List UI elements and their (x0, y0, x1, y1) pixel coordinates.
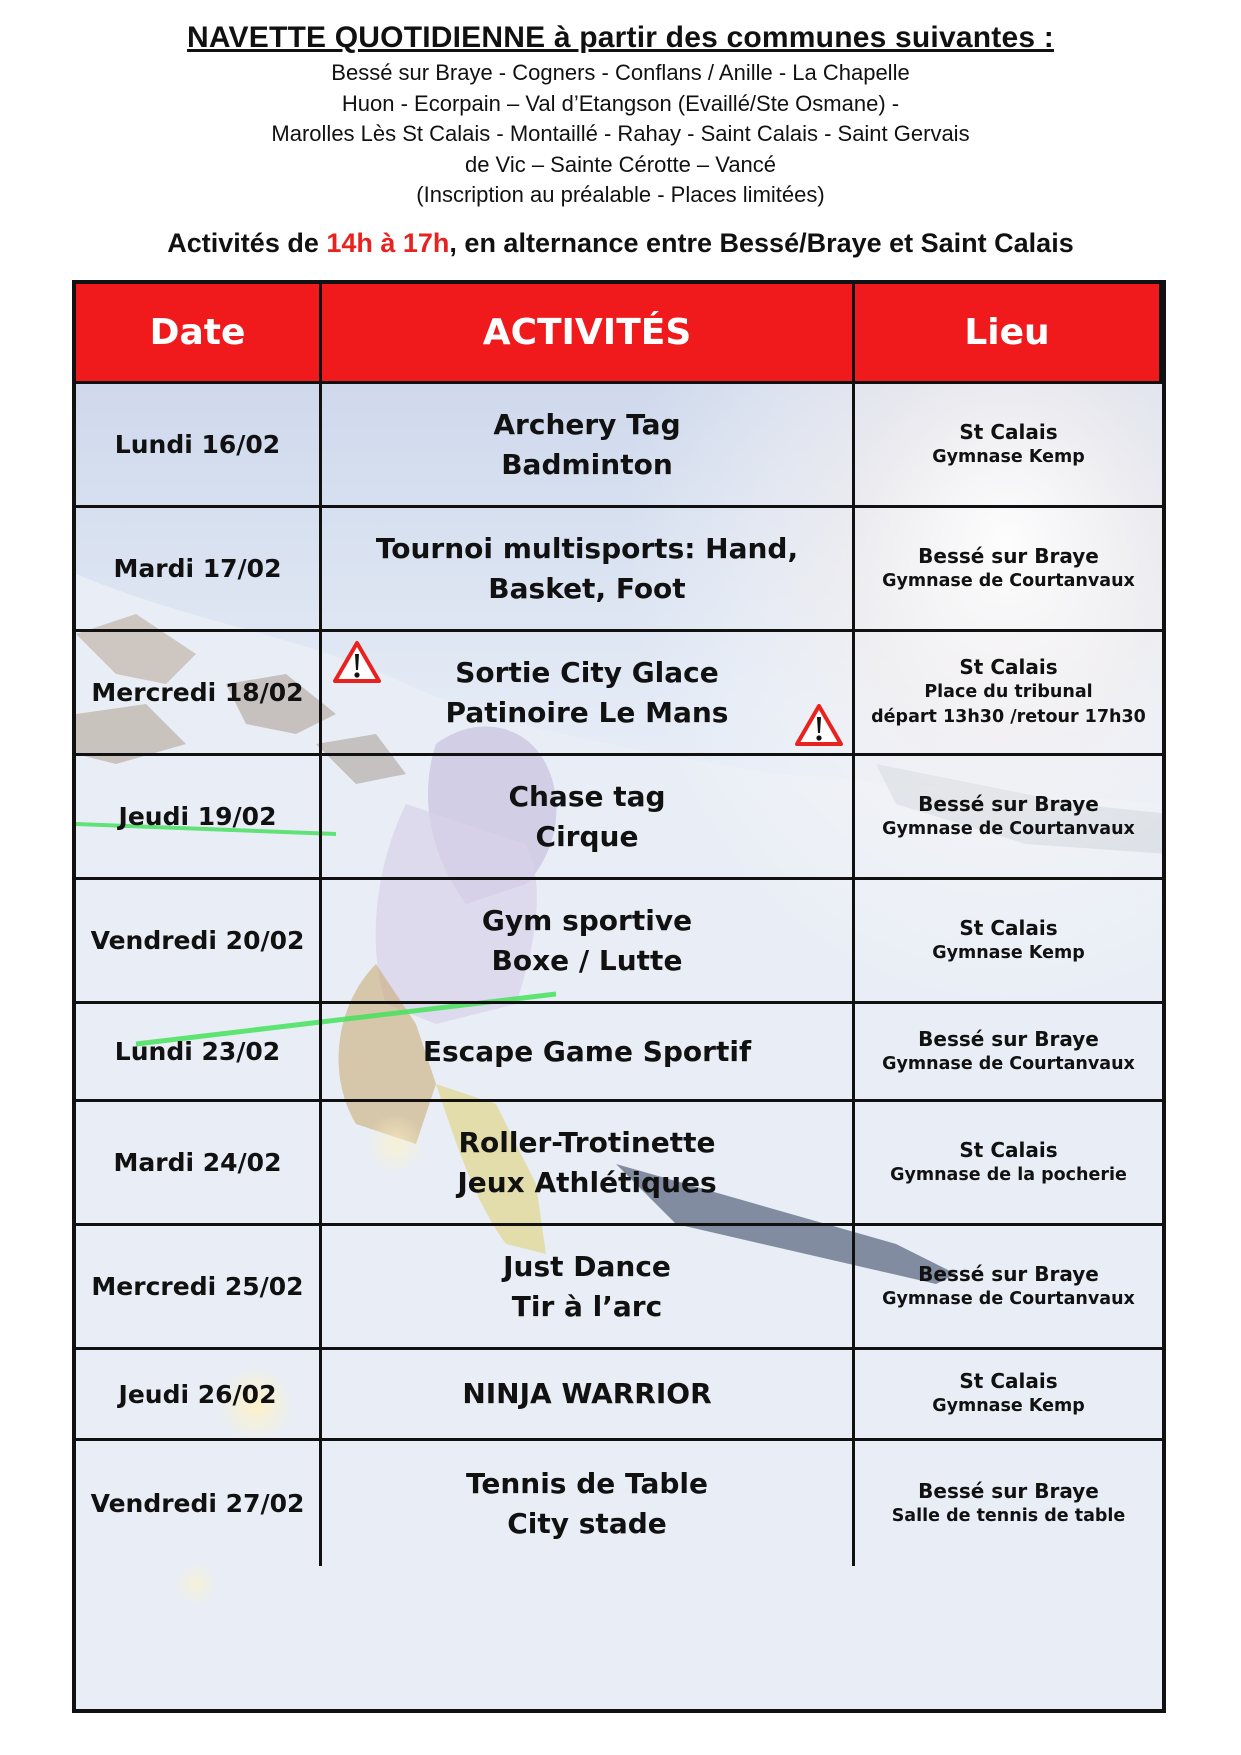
date-cell (76, 1102, 322, 1226)
date-cell (76, 880, 322, 1004)
schedule-table (72, 280, 1166, 1713)
place-cell (855, 756, 1162, 880)
place-detail: Gymnase Kemp (932, 446, 1085, 467)
date-cell (76, 1441, 322, 1566)
activity-text: City stade (507, 1506, 667, 1540)
column-header-place: Lieu (855, 284, 1162, 384)
column-header-date: Date (76, 284, 322, 384)
place-detail: Gymnase de Courtanvaux (882, 570, 1135, 591)
activities-cell (322, 1004, 855, 1102)
date-cell (76, 756, 322, 880)
place-town: Bessé sur Braye (918, 791, 1099, 816)
communes-line: Huon - Ecorpain – Val d’Etangson (Evaillé/Ste Osmane) - (341, 90, 900, 116)
page-title: NAVETTE QUOTIDIENNE à partir des communes suivantes : (187, 21, 1054, 54)
activities-cell (322, 1441, 855, 1566)
communes-line: Bessé sur Braye - Cogners - Conflans / Anille - La Chapelle (331, 60, 910, 85)
date-text: Mercredi 18/02 (91, 678, 304, 707)
registration-note: (Inscription au préalable - Places limitées) (416, 182, 825, 207)
activities-cell (322, 632, 855, 756)
activities-prefix: Activités de (167, 228, 327, 258)
date-text: Jeudi 26/02 (118, 1379, 277, 1409)
date-text: Mercredi 25/02 (91, 1272, 304, 1301)
place-town: St Calais (959, 655, 1058, 679)
activity-text: Basket, Foot (488, 571, 686, 605)
activities-hours-line (0, 228, 1241, 259)
date-cell (76, 384, 322, 508)
activities-cell (322, 1350, 855, 1441)
date-text: Mardi 24/02 (113, 1148, 282, 1177)
place-town: St Calais (959, 1369, 1058, 1393)
page-header (0, 18, 1241, 211)
place-town: Bessé sur Braye (918, 1026, 1099, 1051)
schedule-grid (76, 284, 1162, 1709)
activity-text: Jeux Athlétiques (457, 1165, 717, 1199)
place-town: Bessé sur Braye (918, 543, 1099, 568)
place-detail: Gymnase de Courtanvaux (882, 1053, 1135, 1074)
place-cell (855, 1350, 1162, 1441)
activity-text: Boxe / Lutte (491, 943, 683, 977)
activity-text: Archery Tag (493, 407, 681, 441)
activities-hours: 14h à 17h (326, 228, 450, 258)
activity-text: NINJA WARRIOR (462, 1377, 712, 1410)
place-cell (855, 1441, 1162, 1566)
activities-cell (322, 880, 855, 1004)
warning-triangle-icon (794, 703, 844, 747)
activity-text: Gym sportive (481, 903, 693, 937)
place-cell (855, 880, 1162, 1004)
activity-text: Escape Game Sportif (422, 1034, 752, 1068)
activity-text: Just Dance (503, 1249, 671, 1283)
activities-cell (322, 1102, 855, 1226)
place-detail: Gymnase Kemp (932, 1396, 1085, 1416)
place-detail: Gymnase de Courtanvaux (882, 818, 1135, 839)
column-header-activities: ACTIVITÉS (322, 284, 855, 384)
place-town: Bessé sur Braye (918, 1478, 1099, 1503)
activity-text: Chase tag (508, 779, 666, 813)
activity-text: Tennis de Table (465, 1466, 709, 1500)
place-cell (855, 1004, 1162, 1102)
activities-cell (322, 384, 855, 508)
date-text: Mardi 17/02 (113, 554, 282, 583)
communes-line: Marolles Lès St Calais - Montaillé - Rahay - Saint Calais - Saint Gervais (271, 121, 970, 146)
place-detail: Place du tribunal (924, 682, 1093, 702)
place-detail: Gymnase de Courtanvaux (882, 1288, 1135, 1309)
date-text: Lundi 16/02 (114, 430, 281, 459)
place-town: Bessé sur Braye (918, 1261, 1099, 1286)
date-cell (76, 1350, 322, 1441)
date-cell (76, 1004, 322, 1102)
activity-text: Sortie City Glace (455, 655, 719, 689)
warning-triangle-icon (332, 640, 382, 684)
activity-text: Roller-Trotinette (458, 1125, 716, 1159)
activity-text: Cirque (535, 819, 639, 853)
date-text: Jeudi 19/02 (118, 802, 277, 831)
place-cell (855, 508, 1162, 632)
place-town: St Calais (959, 1137, 1058, 1162)
place-detail: Salle de tennis de table (891, 1505, 1126, 1526)
activities-cell (322, 756, 855, 880)
place-cell (855, 632, 1162, 756)
communes-line: de Vic – Sainte Cérotte – Vancé (464, 151, 777, 177)
place-detail: départ 13h30 /retour 17h30 (871, 707, 1146, 727)
place-cell (855, 384, 1162, 508)
place-detail: Gymnase de la pocherie (890, 1164, 1127, 1185)
activity-text: Badminton (501, 447, 673, 481)
activity-text: Tir à l’arc (511, 1289, 663, 1323)
date-text: Lundi 23/02 (114, 1037, 281, 1066)
date-cell (76, 1226, 322, 1350)
place-cell (855, 1226, 1162, 1350)
place-detail: Gymnase Kemp (932, 942, 1085, 963)
activity-text: Patinoire Le Mans (445, 695, 729, 729)
date-text: Vendredi 20/02 (90, 926, 305, 955)
place-town: St Calais (959, 915, 1058, 940)
activity-text: Tournoi multisports: Hand, (375, 531, 799, 565)
date-text: Vendredi 27/02 (90, 1489, 305, 1518)
activities-suffix: , en alternance entre Bessé/Braye et Saint Calais (449, 228, 1074, 258)
date-cell (76, 508, 322, 632)
activities-cell (322, 508, 855, 632)
place-town: St Calais (959, 419, 1058, 444)
date-cell (76, 632, 322, 756)
place-cell (855, 1102, 1162, 1226)
activities-cell (322, 1226, 855, 1350)
